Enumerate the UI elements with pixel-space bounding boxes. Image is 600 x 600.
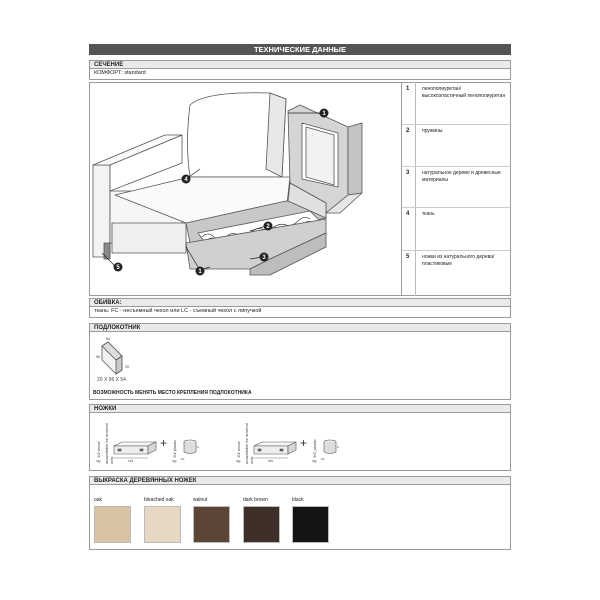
callout-3: 3 [262, 255, 266, 261]
swatch-oak [94, 506, 131, 543]
swatch-label: black [292, 497, 304, 503]
legend-num: 5 [406, 254, 410, 260]
leg-width: 130 [128, 459, 134, 463]
legend-text: пружины [422, 128, 443, 134]
leg-note: unavailable for armrest only [104, 423, 114, 464]
armrest-note: ВОЗМОЖНОСТЬ МЕНЯТЬ МЕСТО КРЕПЛЕНИЯ ПОДЛОКОТНИКА [93, 390, 252, 396]
plastic-leg-height-b: 10 [321, 457, 325, 461]
plus-icon: + [300, 436, 308, 450]
plastic-leg-code: № 20/ plastic [172, 439, 177, 464]
armrest-drawing [94, 336, 134, 376]
swatch-label: walnut [193, 497, 208, 503]
callout-2: 2 [266, 224, 270, 230]
armrest-dim-c: 54 [106, 337, 110, 341]
swatch-label: bleached oak [144, 497, 174, 503]
armrest-dimensions: 20 X 96 X 54 [97, 377, 126, 383]
legend-divider [402, 166, 510, 167]
leg-code: № 10/ wood [236, 441, 241, 464]
legend-num: 4 [406, 211, 410, 217]
legend-text: пенополиуретан/ высокоэластичный пенополиуретан [422, 86, 506, 99]
swatch-bleached-oak [144, 506, 181, 543]
plastic-leg-height-a: 6 [197, 445, 199, 449]
legend-divider [402, 124, 510, 125]
plastic-code-vertical [312, 432, 320, 464]
swatch-walnut [193, 506, 230, 543]
swatch-black [292, 506, 329, 543]
plus-icon: + [160, 436, 168, 450]
comfort-row [89, 69, 511, 80]
page-title: ТЕХНИЧЕСКИЕ ДАННЫЕ [89, 44, 511, 55]
armrest-dim-a: 96 [96, 355, 100, 359]
legend-num-col-divider [415, 82, 416, 296]
callout-4: 4 [184, 177, 188, 183]
plastic-leg-height-b: 10 [181, 457, 185, 461]
callout-5: 5 [116, 265, 120, 271]
legend-divider [402, 250, 510, 251]
leg-note-vertical [244, 418, 252, 464]
leg-width: 155 [268, 459, 274, 463]
legend-divider [401, 82, 402, 296]
legend-text: ткань [422, 211, 435, 217]
armrest-header: ПОДЛОКОТНИК [89, 323, 511, 332]
legend-text: натуральное дерево и древесные материалы [422, 170, 501, 183]
legend-text: ножки из натурального дерева/пластиковые [422, 254, 495, 267]
sofa-section-drawing [90, 83, 400, 295]
leg-note: unavailable for armrest only [244, 423, 254, 464]
armrest-dim-b: 20 [125, 365, 129, 369]
legend-divider [402, 207, 510, 208]
legend-num: 1 [406, 86, 410, 92]
section-header: СЕЧЕНИЕ [89, 60, 511, 69]
leg-note-vertical [104, 418, 112, 464]
leg-code: № 10/ wood [96, 441, 101, 464]
legend-num: 2 [406, 128, 410, 134]
plastic-code-vertical [172, 432, 180, 464]
leg-drawing-plastic [180, 436, 202, 462]
upholstery-row [89, 307, 511, 318]
upholstery-text: ткань: FC - несъемный чехол или LC - съемный чехол с липучкой [94, 308, 262, 314]
legend-num: 3 [406, 170, 410, 176]
plastic-leg-height-a: 6 [337, 445, 339, 449]
callout-1-top: 1 [322, 111, 326, 117]
upholstery-header: ОБИВКА: [89, 298, 511, 307]
swatch-label: oak [94, 497, 103, 503]
legs-header: НОЖКИ [89, 404, 511, 413]
leg-drawing-wood [112, 440, 160, 464]
callout-1-bottom: 1 [198, 269, 202, 275]
swatch-label: dark brown [243, 497, 268, 503]
leg-drawing-plastic [320, 436, 342, 462]
swatch-dark-brown [243, 506, 280, 543]
leg-colors-header: ВЫКРАСКА ДЕРЕВЯННЫХ НОЖЕК [89, 476, 511, 485]
leg-drawing-wood [252, 440, 300, 464]
comfort-label: КОМФОРТ: standard [94, 70, 146, 76]
plastic-leg-code: № 3/C plastic [312, 439, 317, 464]
